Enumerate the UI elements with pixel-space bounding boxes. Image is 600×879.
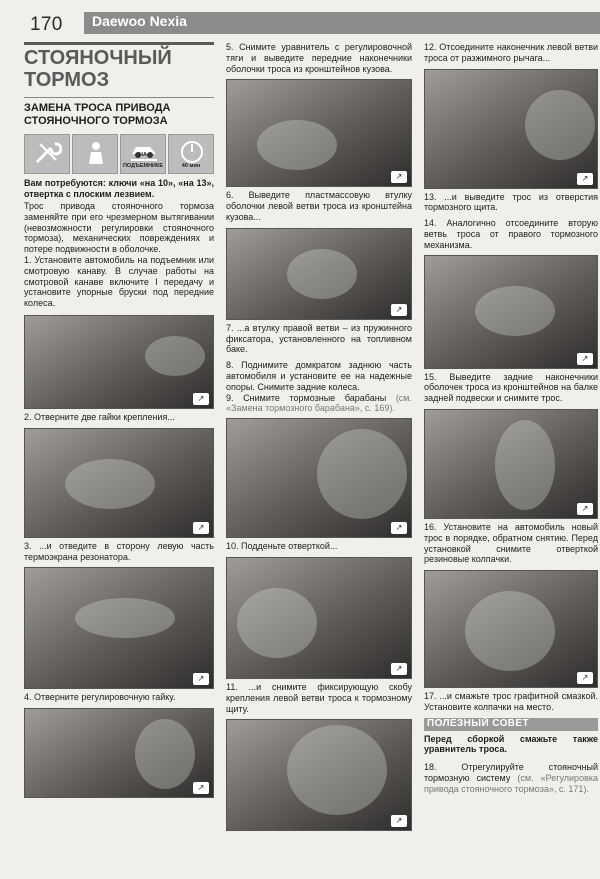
step-6-caption: 6. Выведите пластмассовую втулку оболочки левой ветви троса из кронштейна кузова... (226, 190, 412, 222)
arrow-icon: ↗ (391, 663, 407, 675)
photo-step-10 (226, 557, 412, 679)
left-column (24, 42, 214, 798)
subsection-title-line-2: СТОЯНОЧНОГО ТОРМОЗА (24, 115, 168, 127)
photo-step-1 (24, 315, 214, 409)
step-18-text: 18. Отрегулируйте стояночный тормозную систему (см. «Регулировка привода стояночного тормоза», с. 171). (424, 762, 598, 794)
info-icons (24, 134, 214, 174)
arrow-icon: ↗ (391, 171, 407, 183)
photo-step-3 (24, 567, 214, 689)
photo-step-9 (226, 418, 412, 538)
photo-step-12 (424, 69, 598, 189)
tools-needed: Вам потребуются: ключи «на 10», «на 13», отвертка с плоским лезвием. (24, 178, 214, 199)
step-1-text: 1. Установите автомобиль на подъемник или смотровую канаву. В случае работы на смотровой канаве включите I передачу и установите упорные бруски под передние колеса. (24, 254, 214, 309)
step-8-text: 8. Поднимите домкратом заднюю часть автомобиля и установите ее на надежные опоры. Снимите задние колеса. (226, 360, 412, 392)
person-icon (72, 134, 118, 174)
photo-step-2 (24, 428, 214, 538)
arrow-icon: ↗ (577, 672, 593, 684)
section-title-line-2: ТОРМОЗ (24, 69, 110, 91)
step-17-caption: 17. ...и смажьте трос графитной смазкой. Установите колпачки на место. (424, 691, 598, 712)
step-13-caption: 13. ...и выведите трос из отверстия тормозного щита. (424, 191, 598, 213)
arrow-icon: ↗ (391, 815, 407, 827)
middle-column (226, 42, 412, 831)
photo-step-15 (424, 409, 598, 519)
intro-text: Трос привода стояночного тормоза заменяйте при его чрезмерном вытягивании (невозможности регулировки стояночного тормоза), механических повреждениях и потере подвижности в оболочке. (24, 201, 214, 255)
step-16-caption: 16. Установите на автомобиль новый трос в порядке, обратном снятию. Перед установкой снимите отверткой резиновые колпачки. (424, 521, 598, 565)
step-15-caption: 15. Выведите задние наконечники оболочек троса из кронштейнов на балке задней подвески и снимите трос. (424, 371, 598, 404)
subsection-title-line-1: ЗАМЕНА ТРОСА ПРИВОДА (24, 102, 171, 114)
arrow-icon: ↗ (577, 353, 593, 365)
arrow-icon: ↗ (193, 673, 209, 685)
tip-body: Перед сборкой смажьте также уравнитель троса. (424, 733, 598, 755)
step-14-text: 14. Аналогично отсоедините вторую ветвь троса от правого тормозного механизма. (424, 218, 598, 250)
step-9-text: 9. Снимите тормозные барабаны (см. «Замена тормозного барабана», с. 169). (226, 392, 412, 414)
page-number: 170 (30, 14, 63, 35)
tip-title: ПОЛЕЗНЫЙ СОВЕТ (424, 718, 598, 731)
step-3-caption: 3. ...и отведите в сторону левую часть термоэкрана резонатора. (24, 540, 214, 562)
arrow-icon: ↗ (577, 503, 593, 515)
photo-step-14 (424, 255, 598, 369)
step-5-text: 5. Снимите уравнитель с регулировочной тяги и выведите передние наконечники оболочки троса из кронштейнов кузова. (226, 42, 412, 74)
timer-icon: 40 мин (168, 134, 214, 174)
step-2-caption: 2. Отверните две гайки крепления... (24, 411, 175, 422)
photo-step-11 (226, 719, 412, 831)
photo-step-4 (24, 708, 214, 798)
right-column (424, 42, 598, 795)
step-11-caption: 11. ...и снимите фиксирующую скобу крепления левой ветви троса к тормозному щиту. (226, 681, 412, 714)
section-title (24, 42, 214, 91)
section-title-line-1: СТОЯНОЧНЫЙ (24, 47, 172, 69)
step-10-caption: 10. Подденьте отверткой... (226, 541, 338, 552)
car-lift-icon: НА ПОДЪЕМНИКЕ (120, 134, 166, 174)
arrow-icon: ↗ (577, 173, 593, 185)
book-title: Daewoo Nexia (92, 13, 187, 29)
photo-step-5 (226, 79, 412, 187)
wrench-icon (24, 134, 70, 174)
page-header (0, 0, 600, 35)
photo-step-16 (424, 570, 598, 688)
arrow-icon: ↗ (193, 522, 209, 534)
arrow-icon: ↗ (193, 782, 209, 794)
arrow-icon: ↗ (193, 393, 209, 405)
subsection-title (24, 97, 214, 128)
step-12-text: 12. Отсоедините наконечник левой ветви троса от разжимного рычага... (424, 42, 598, 63)
step-4-caption: 4. Отверните регулировочную гайку. (24, 692, 176, 703)
arrow-icon: ↗ (391, 304, 407, 316)
arrow-icon: ↗ (391, 522, 407, 534)
photo-step-6 (226, 228, 412, 320)
step-7-caption: 7. ...а втулку правой ветви – из пружинного фиксатора, установленного на топливном баке. (226, 322, 412, 355)
